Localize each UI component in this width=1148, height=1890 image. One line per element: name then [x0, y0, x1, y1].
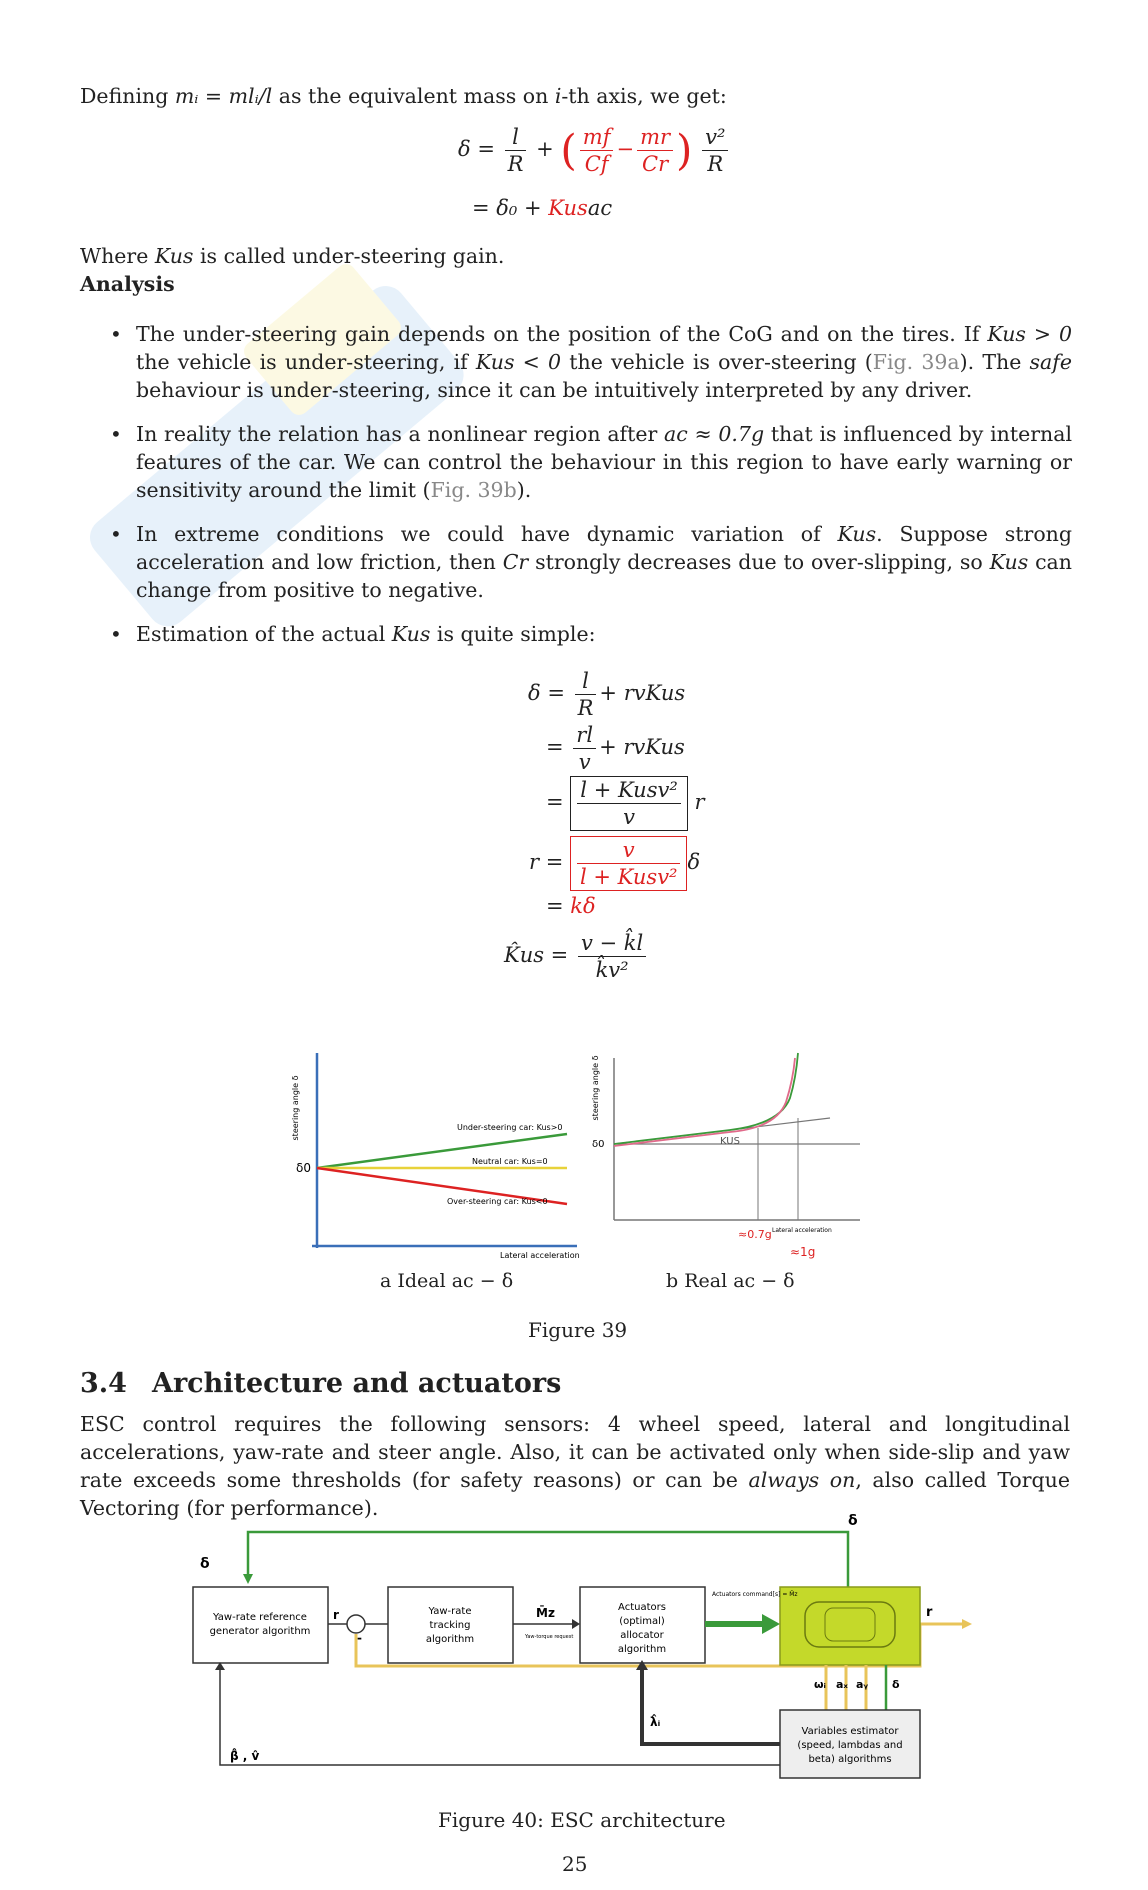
fig39a-delta0: δ0: [296, 1161, 311, 1175]
section-heading: [80, 1368, 561, 1399]
b1-safe: safe: [1029, 350, 1072, 374]
bullet-dot-3: •: [110, 522, 122, 546]
svg-text:λ̂ᵢ: λ̂ᵢ: [650, 1715, 661, 1729]
fig-39b-link[interactable]: Fig. 39b: [430, 478, 517, 502]
svg-text:Yaw-rate reference: Yaw-rate reference: [213, 1612, 307, 1623]
fig39a-caption: a Ideal ac − δ: [380, 1270, 514, 1292]
b1-cond2: Kus < 0: [475, 350, 562, 374]
bullet-dot-1: •: [110, 322, 122, 346]
eq1-frac-mf-Cf: $\frac{mf}{Cf}$: [580, 124, 614, 177]
vehicle-block: [780, 1587, 920, 1665]
svg-text:Actuators command[s] = M̄z: Actuators command[s] = M̄z: [712, 1591, 798, 1598]
eq1-plus: +: [536, 137, 554, 161]
page-number: 25: [562, 1852, 588, 1876]
svg-text:beta) algorithms: beta) algorithms: [808, 1754, 892, 1765]
fig39a-ylabel: steering angle δ: [291, 1075, 300, 1141]
intro-i-var: i: [554, 84, 562, 108]
svg-text:Yaw-rate: Yaw-rate: [428, 1606, 472, 1617]
intro-mi-def: mᵢ = mlᵢ/l: [174, 84, 273, 108]
fig40-delta-top: δ: [848, 1513, 858, 1529]
svg-text:(optimal): (optimal): [619, 1616, 665, 1627]
svg-text:β̂ , v̂: β̂ , v̂: [230, 1749, 260, 1763]
svg-text:aᵧ: aᵧ: [856, 1678, 869, 1691]
intro-line: [80, 82, 1070, 110]
bullet-dot-4: •: [110, 622, 122, 646]
b3-kus2: Kus: [989, 550, 1029, 574]
fig39b-1g-label: ≈1g: [790, 1245, 816, 1259]
fig39b-xlabel: Lateral acceleration: [772, 1227, 832, 1234]
b4-kus: Kus: [391, 622, 431, 646]
beta-v-line: [220, 1663, 780, 1765]
svg-text:allocator: allocator: [620, 1630, 664, 1641]
fig39a-under-label: Under-steering car: Kus>0: [457, 1123, 563, 1132]
fig39a-neutral-label: Neutral car: Kus=0: [472, 1157, 548, 1166]
svg-text:Actuators: Actuators: [618, 1602, 666, 1613]
section-number: 3.4: [80, 1368, 127, 1399]
svg-text:r: r: [333, 1608, 339, 1622]
fig39a-xlabel: Lateral acceleration: [500, 1251, 580, 1258]
bullet-3: In extreme conditions we could have dynamic variation of Kus. Suppose strong acceleration and low friction, then Cr strongly decreases due to over-slipping, so Kus can change from positive to negative.: [136, 522, 1072, 602]
fig39b-kus-label: KUS: [720, 1136, 740, 1147]
fig39b-ylabel: steering angle δ: [591, 1055, 600, 1121]
b3-cr: Cr: [502, 550, 529, 574]
intro-text-c: -th axis, we get:: [561, 84, 727, 108]
where-line: Where Kus is called under-steering gain.: [80, 244, 505, 268]
eq1-delta: δ =: [458, 137, 495, 161]
eq2-row-2: = $\frac{rl}{v}$ + rvKus: [546, 723, 685, 774]
intro-text-a: Defining: [80, 84, 175, 108]
eq1-frac-l-R: $\frac{l}{R}$: [505, 124, 527, 177]
svg-text:ωᵢ: ωᵢ: [814, 1678, 826, 1691]
figure-40-caption: Figure 40: ESC architecture: [438, 1808, 726, 1832]
eq2-row-1: δ = $\frac{l}{R}$ + rvKus: [528, 669, 686, 720]
svg-text:algorithm: algorithm: [425, 1634, 475, 1645]
eq1-ac: ac: [587, 196, 613, 220]
bullet-dot-2: •: [110, 422, 122, 446]
summing-junction: [347, 1615, 365, 1633]
figure-39a: [282, 1048, 582, 1258]
bullet-1: The under-steering gain depends on the position of the CoG and on the tires. If Kus > 0 the vehicle is under-steering, if Kus < 0 the vehicle is over-steering (Fig. 39a). The safe behaviour is under-steering, since it can be intuitively interpreted by any driver.: [136, 322, 1073, 402]
figure-39b: [590, 1048, 870, 1273]
eq1-minus: −: [616, 137, 635, 161]
svg-text:aₓ: aₓ: [836, 1678, 848, 1691]
svg-text:algorithm: algorithm: [617, 1644, 667, 1655]
fig39a-over-label: Over-steering car: Kus<0: [447, 1197, 548, 1206]
svg-text:Yaw-torque request: Yaw-torque request: [525, 1634, 574, 1640]
svg-text:generator algorithm: generator algorithm: [209, 1626, 311, 1637]
analysis-heading: Analysis: [80, 272, 175, 296]
lambda-line: [642, 1663, 780, 1744]
section-paragraph: ESC control requires the following sensors: 4 wheel speed, lateral and longitudinal accelerations, yaw-rate and steer angle. Also, it can be activated only when side-slip and yaw rate exceeds some thresholds (for safety reasons) or can be always on, also called Torque Vectoring (for performance).: [80, 1412, 1070, 1520]
eq1-line2: = δ₀ +: [472, 196, 549, 220]
b3-kus: Kus: [837, 522, 877, 546]
intro-text-b: as the equivalent mass on: [272, 84, 555, 108]
fig39b-07g-label: ≈0.7g: [738, 1228, 772, 1241]
b2-cond: ac ≈ 0.7g: [664, 422, 765, 446]
equation-1-line-1: δ = $\frac{l}{R}$ + ( $\frac{mf}{Cf}$ − $\frac{mr}{Cr}$ ) $\frac{\text{v²}}{R}$: [458, 124, 731, 177]
svg-text:(speed, lambdas and: (speed, lambdas and: [797, 1740, 903, 1751]
fig39b-caption: b Real ac − δ: [666, 1270, 795, 1292]
eq2-row-5: = kδ: [546, 894, 596, 918]
eq1-frac-v2-R: $\frac{\text{v²}}{R}$: [702, 124, 728, 177]
svg-text:M̄z: M̄z: [536, 1606, 555, 1620]
eq1-kus: Kus: [548, 196, 588, 220]
b1-cond1: Kus > 0: [987, 322, 1073, 346]
eq2-row-3: = $\frac{\text{l + Kusv²}}{v}$ r: [546, 778, 705, 829]
figure-40-diagram: [180, 1510, 980, 1790]
eq2-row-6: K̂us = $\frac{v - k̂l}{\text{k̂v²}}$: [504, 930, 649, 983]
box-yaw-rate-reference: [193, 1587, 328, 1663]
delta-feedback-line: [248, 1532, 848, 1587]
figure-39-caption: Figure 39: [528, 1318, 628, 1342]
section-title: Architecture and actuators: [152, 1368, 562, 1399]
always-on-text: always on: [748, 1468, 856, 1492]
svg-text:tracking: tracking: [429, 1620, 471, 1631]
fig39b-green-curve: [614, 1053, 798, 1144]
where-kus: Kus: [154, 244, 194, 268]
svg-text:δ: δ: [892, 1678, 900, 1691]
svg-text:r: r: [926, 1605, 933, 1620]
bullet-4: Estimation of the actual Kus is quite simple:: [136, 622, 596, 646]
fig-39a-link[interactable]: Fig. 39a: [872, 350, 960, 374]
eq1-frac-mr-Cr: $\frac{mr}{Cr}$: [637, 124, 673, 177]
fig39b-delta0: δ0: [592, 1139, 605, 1150]
bullet-2: In reality the relation has a nonlinear region after ac ≈ 0.7g that is influenced by internal features of the car. We can control the behaviour in this region to have early warning or sensitivity around the limit (Fig. 39b).: [136, 422, 1072, 502]
equation-1-line-2: [472, 194, 612, 222]
fig40-delta-left: δ: [200, 1556, 210, 1572]
eq2-row-4: r = $\frac{v}{\text{l + Kusv²}}$ δ: [529, 838, 701, 889]
svg-text:Variables estimator: Variables estimator: [801, 1726, 899, 1737]
svg-text:-: -: [357, 1631, 362, 1645]
